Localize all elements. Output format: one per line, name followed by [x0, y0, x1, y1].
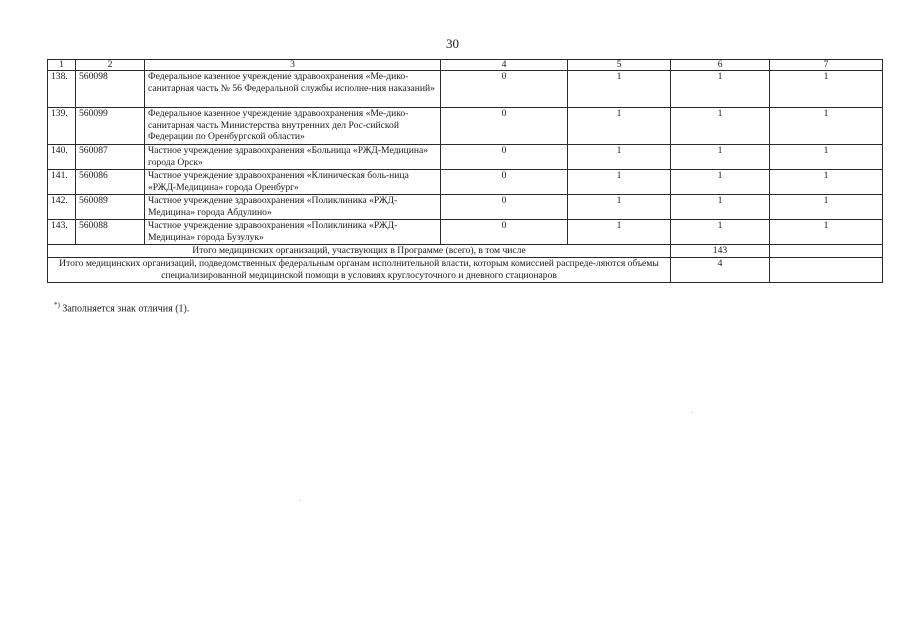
cell-col5: 1 — [568, 170, 671, 195]
cell-col5: 1 — [568, 108, 671, 145]
registry-code: 560089 — [76, 195, 145, 220]
column-header-2: 2 — [76, 60, 145, 71]
column-header-6: 6 — [671, 60, 770, 71]
table-row — [48, 195, 883, 220]
table-row — [48, 170, 883, 195]
organization-name: Частное учреждение здравоохранения «Поликлиника «РЖД-Медицина» города Бузулук» — [145, 220, 441, 245]
organization-name: Федеральное казенное учреждение здравоохранения «Ме-дико-санитарная часть Министерства внутренних дел Рос-сийской Федерации по Оренбургской области» — [145, 108, 441, 145]
row-number: 139. — [48, 108, 76, 145]
cell-col5: 1 — [568, 145, 671, 170]
cell-col7: 1 — [770, 108, 883, 145]
cell-col5: 1 — [568, 220, 671, 245]
total-label: Итого медицинских организаций, участвующих в Программе (всего), в том числе — [48, 245, 671, 258]
cell-col6: 1 — [671, 220, 770, 245]
cell-col4: 0 — [441, 71, 568, 108]
cell-col5: 1 — [568, 71, 671, 108]
row-number: 140. — [48, 145, 76, 170]
summary-row — [48, 258, 883, 283]
row-number: 138. — [48, 71, 76, 108]
cell-col6: 1 — [671, 71, 770, 108]
header-row — [48, 60, 883, 71]
cell-col4: 0 — [441, 195, 568, 220]
footnote-marker: *) — [54, 301, 60, 309]
page-number: 30 — [446, 36, 459, 51]
footnote-text: Заполняется знак отличия (1). — [62, 303, 190, 315]
row-number: 141. — [48, 170, 76, 195]
cell-col7: 1 — [770, 220, 883, 245]
organization-name: Частное учреждение здравоохранения «Больница «РЖД-Медицина» города Орск» — [145, 145, 441, 170]
registry-code: 560087 — [76, 145, 145, 170]
column-header-1: 1 — [48, 60, 76, 71]
cell-col7: 1 — [770, 195, 883, 220]
organization-name: Частное учреждение здравоохранения «Поликлиника «РЖД-Медицина» города Абдулино» — [145, 195, 441, 220]
cell-col7: 1 — [770, 71, 883, 108]
cell-col6: 1 — [671, 108, 770, 145]
total-value: 143 — [671, 245, 770, 258]
total-empty-cell — [770, 245, 883, 258]
registry-code: 560098 — [76, 71, 145, 108]
row-number: 143. — [48, 220, 76, 245]
cell-col6: 1 — [671, 195, 770, 220]
organization-name: Федеральное казенное учреждение здравоохранения «Ме-дико-санитарная часть № 56 Федеральной службы исполне-ния наказаний» — [145, 71, 441, 108]
table-row — [48, 220, 883, 245]
cell-col7: 1 — [770, 145, 883, 170]
table-row — [48, 108, 883, 145]
table-row — [48, 145, 883, 170]
column-header-5: 5 — [568, 60, 671, 71]
summary-empty-cell — [770, 258, 883, 283]
summary-value: 4 — [671, 258, 770, 283]
cell-col5: 1 — [568, 195, 671, 220]
cell-col4: 0 — [441, 108, 568, 145]
table-row — [48, 71, 883, 108]
cell-col6: 1 — [671, 170, 770, 195]
column-header-4: 4 — [441, 60, 568, 71]
registry-code: 560088 — [76, 220, 145, 245]
cell-col6: 1 — [671, 145, 770, 170]
organizations-table — [47, 59, 883, 283]
cell-col4: 0 — [441, 220, 568, 245]
row-number: 142. — [48, 195, 76, 220]
column-header-3: 3 — [145, 60, 441, 71]
cell-col4: 0 — [441, 145, 568, 170]
cell-col7: 1 — [770, 170, 883, 195]
scan-speck — [300, 500, 301, 501]
cell-col4: 0 — [441, 170, 568, 195]
organization-name: Частное учреждение здравоохранения «Клиническая боль-ница «РЖД-Медицина» города Оренбург» — [145, 170, 441, 195]
footnote — [54, 301, 189, 314]
registry-code: 560099 — [76, 108, 145, 145]
scan-speck — [692, 412, 693, 413]
column-header-7: 7 — [770, 60, 883, 71]
total-row — [48, 245, 883, 258]
summary-label: Итого медицинских организаций, подведомственных федеральным органам исполнительной власти, которым комиссией распреде-ляются объемы специализированной медицинской помощи в условиях круглосуточного и дневного стационаров — [48, 258, 671, 283]
registry-code: 560086 — [76, 170, 145, 195]
